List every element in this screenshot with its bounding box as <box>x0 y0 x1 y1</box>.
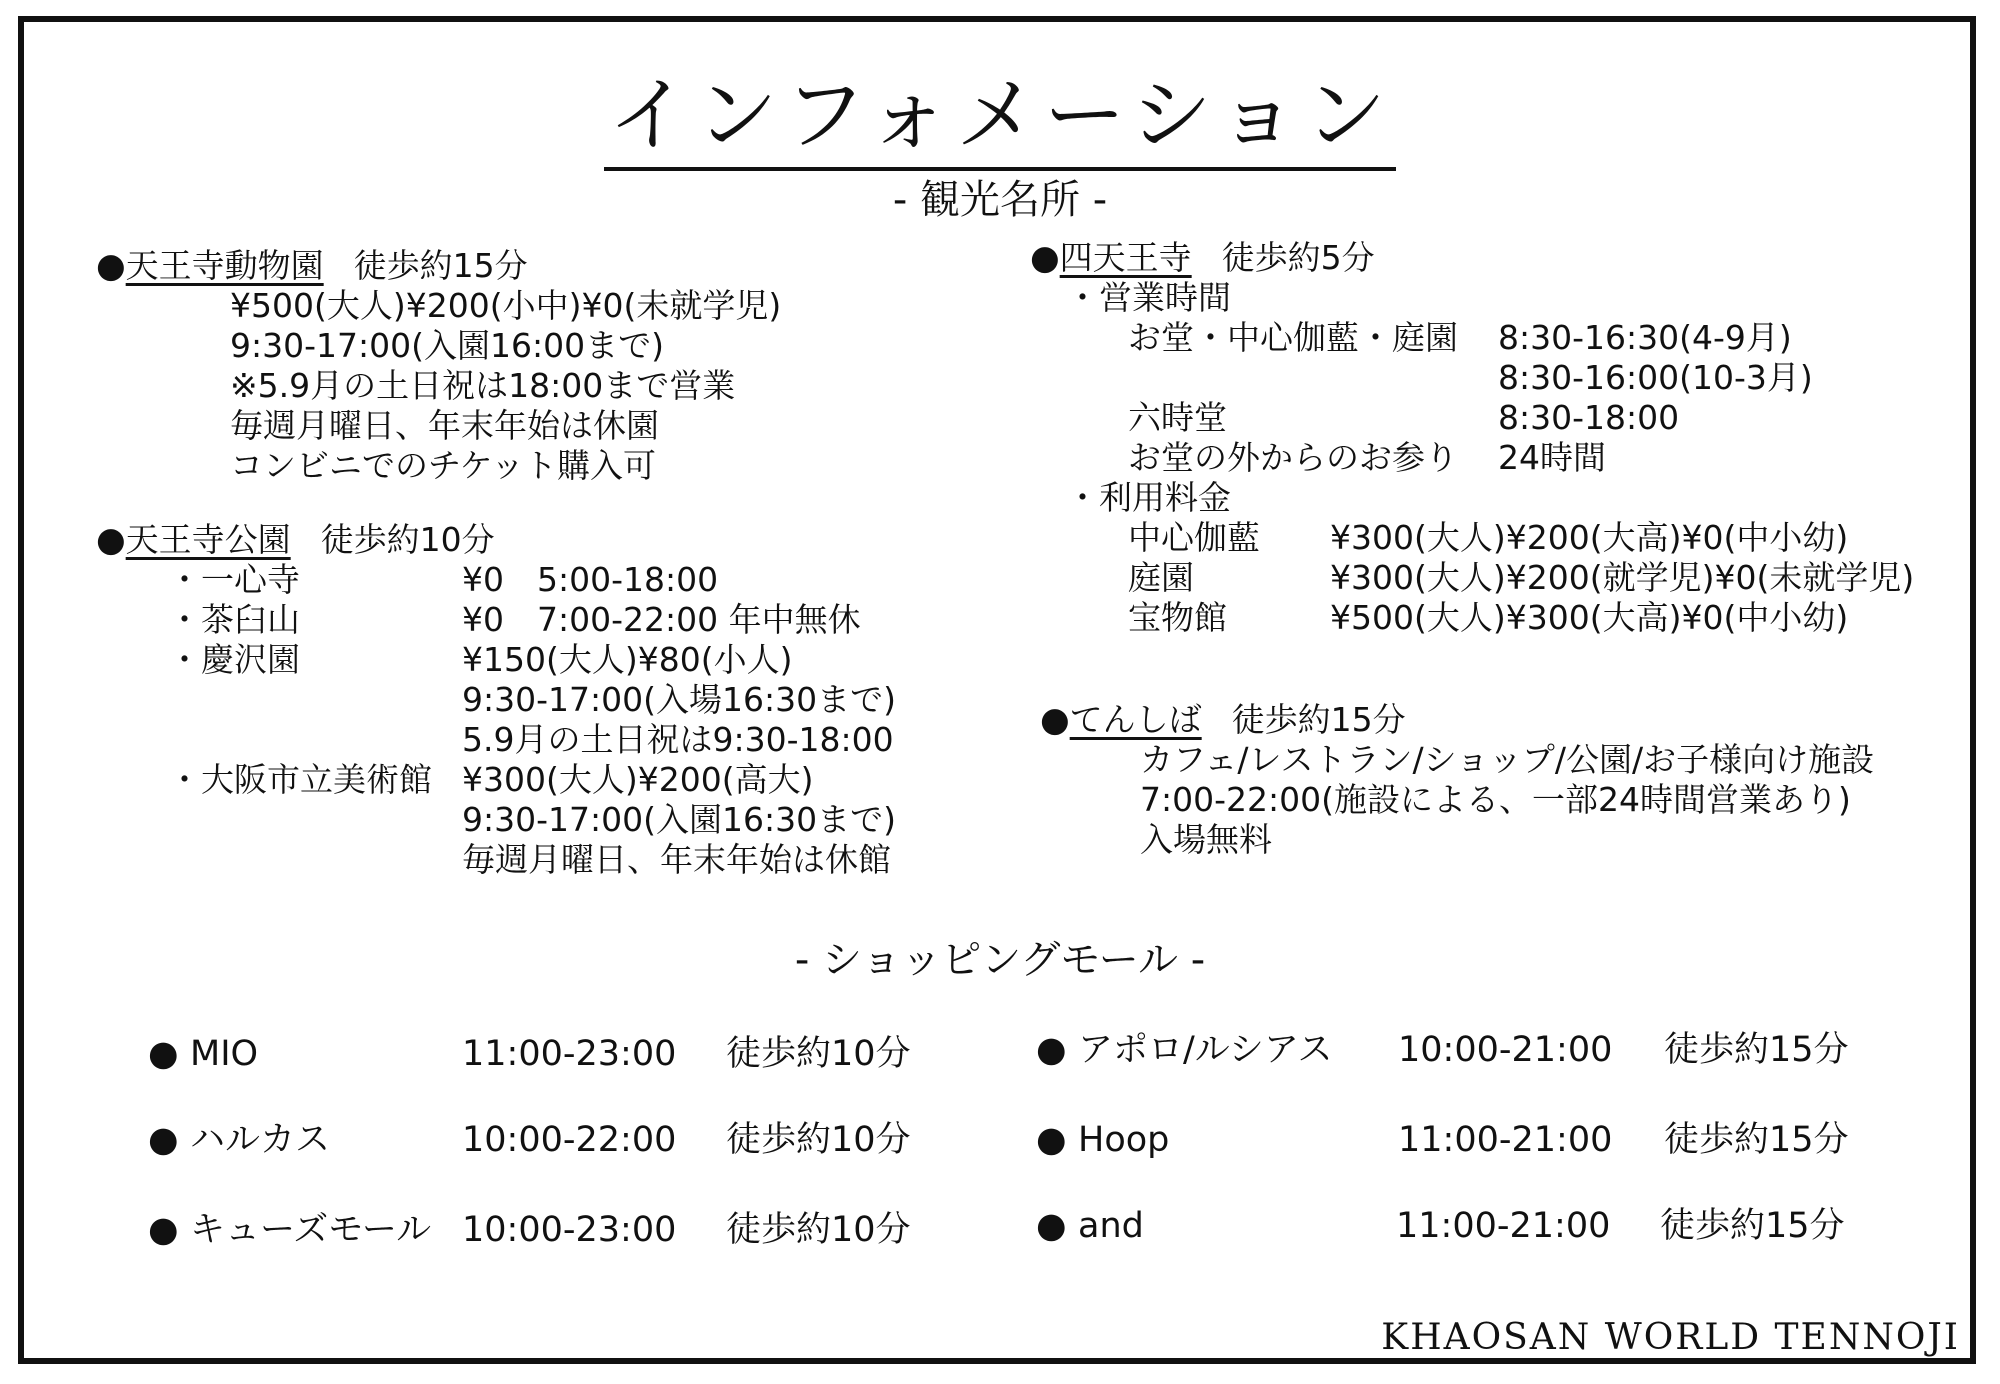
hours-time: 24時間 <box>1498 438 1606 477</box>
zoo-header <box>96 246 528 286</box>
park-item-details <box>462 760 896 880</box>
mall-hours: 10:00-23:00 <box>462 1210 677 1250</box>
park-item-label: ・大阪市立美術館 <box>168 760 432 799</box>
tennoshiba-walk: 徒歩約15分 <box>1231 700 1406 739</box>
tennoshiba-line: 7:00-22:00(施設による、一部24時間営業あり) <box>1140 780 1851 819</box>
mall-walk: 徒歩約15分 <box>1660 1206 1845 1246</box>
fee-place: 庭園 <box>1128 558 1194 597</box>
fee-price: ¥500(大人)¥300(大高)¥0(中小幼) <box>1330 598 1849 637</box>
hours-place: お堂・中心伽藍・庭園 <box>1128 318 1458 357</box>
park-item-line: 9:30-17:00(入場16:30まで) <box>462 680 896 719</box>
park-item-line: 9:30-17:00(入園16:30まで) <box>462 800 896 839</box>
park-item-details <box>462 640 896 760</box>
mall-bullet-icon: ● <box>1036 1206 1067 1246</box>
mall-name: and <box>1078 1206 1144 1246</box>
mall-walk: 徒歩約10分 <box>726 1034 911 1074</box>
mall-bullet-icon: ● <box>148 1120 179 1160</box>
fee-price: ¥300(大人)¥200(就学児)¥0(未就学児) <box>1330 558 1915 597</box>
zoo-line: コンビニでのチケット購入可 <box>230 446 657 485</box>
park-item-line: ¥0 5:00-18:00 <box>462 560 719 599</box>
mall-walk: 徒歩約15分 <box>1664 1120 1849 1160</box>
shitennoji-name: 四天王寺 <box>1059 238 1192 277</box>
bullet-icon: ● <box>1030 238 1060 278</box>
bullet-icon: ● <box>96 246 126 286</box>
park-item-line: ¥0 7:00-22:00 年中無休 <box>462 600 861 639</box>
hours-label: ・営業時間 <box>1066 278 1231 317</box>
hours-place: お堂の外からのお参り <box>1128 438 1458 477</box>
hours-time: 8:30-16:30(4-9月) <box>1498 318 1792 357</box>
zoo-walk: 徒歩約15分 <box>353 246 528 285</box>
park-item-label: ・一心寺 <box>168 560 300 599</box>
mall-bullet-icon: ● <box>148 1034 179 1074</box>
tennoshiba-name: てんしば <box>1069 700 1202 739</box>
hours-time: 8:30-18:00 <box>1498 398 1680 437</box>
zoo-line: ¥500(大人)¥200(小中)¥0(未就学児) <box>230 286 782 325</box>
park-item-line: 5.9月の土日祝は9:30-18:00 <box>462 720 894 759</box>
mall-hours: 11:00-21:00 <box>1398 1120 1613 1160</box>
mall-hours: 11:00-23:00 <box>462 1034 677 1074</box>
mall-hours: 10:00-22:00 <box>462 1120 677 1160</box>
tennoshiba-header <box>1040 700 1406 740</box>
mall-name: Hoop <box>1078 1120 1170 1160</box>
sightseeing-heading: - 観光名所 - <box>892 177 1108 223</box>
mall-bullet-icon: ● <box>148 1210 179 1250</box>
park-name: 天王寺公園 <box>125 520 291 559</box>
mall-walk: 徒歩約10分 <box>726 1120 911 1160</box>
footer-brand: KHAOSAN WORLD TENNOJI <box>1381 1317 1960 1358</box>
mall-walk: 徒歩約10分 <box>726 1210 911 1250</box>
mall-name: MIO <box>190 1034 259 1074</box>
shitennoji-header <box>1030 238 1375 278</box>
park-item-label: ・慶沢園 <box>168 640 300 679</box>
zoo-line: ※5.9月の土日祝は18:00まで営業 <box>230 366 736 405</box>
park-item-label: ・茶臼山 <box>168 600 300 639</box>
page-title-text: インフォメーション <box>604 68 1397 171</box>
tennoshiba-line: カフェ/レストラン/ショップ/公園/お子様向け施設 <box>1140 740 1875 779</box>
bullet-icon: ● <box>1040 700 1070 740</box>
mall-hours: 11:00-21:00 <box>1396 1206 1611 1246</box>
mall-bullet-icon: ● <box>1036 1120 1067 1160</box>
hours-time: 8:30-16:00(10-3月) <box>1498 358 1813 397</box>
fee-label: ・利用料金 <box>1066 478 1231 517</box>
mall-name: ハルカス <box>190 1120 331 1160</box>
page-title <box>0 50 2000 167</box>
tennoshiba-line: 入場無料 <box>1140 820 1272 859</box>
mall-name: キューズモール <box>190 1210 432 1250</box>
zoo-line: 9:30-17:00(入園16:00まで) <box>230 326 664 365</box>
mall-bullet-icon: ● <box>1036 1030 1067 1070</box>
mall-walk: 徒歩約15分 <box>1664 1030 1849 1070</box>
fee-price: ¥300(大人)¥200(大高)¥0(中小幼) <box>1330 518 1849 557</box>
tennoshiba-details <box>1140 740 1874 860</box>
fee-place: 中心伽藍 <box>1128 518 1260 557</box>
zoo-name: 天王寺動物園 <box>125 246 324 285</box>
park-item-line: ¥150(大人)¥80(小人) <box>462 640 793 679</box>
mall-hours: 10:00-21:00 <box>1398 1030 1613 1070</box>
shopping-heading: - ショッピングモール - <box>794 937 1206 983</box>
shitennoji-walk: 徒歩約5分 <box>1221 238 1375 277</box>
park-item-line: 毎週月曜日、年末年始は休館 <box>462 840 891 879</box>
mall-name: アポロ/ルシアス <box>1078 1030 1333 1070</box>
zoo-details <box>230 286 781 486</box>
fee-place: 宝物館 <box>1128 598 1227 637</box>
park-item-line: ¥300(大人)¥200(高大) <box>462 760 814 799</box>
zoo-line: 毎週月曜日、年末年始は休園 <box>230 406 659 445</box>
hours-place: 六時堂 <box>1128 398 1227 437</box>
park-walk: 徒歩約10分 <box>320 520 495 559</box>
park-header <box>96 520 495 560</box>
bullet-icon: ● <box>96 520 126 560</box>
